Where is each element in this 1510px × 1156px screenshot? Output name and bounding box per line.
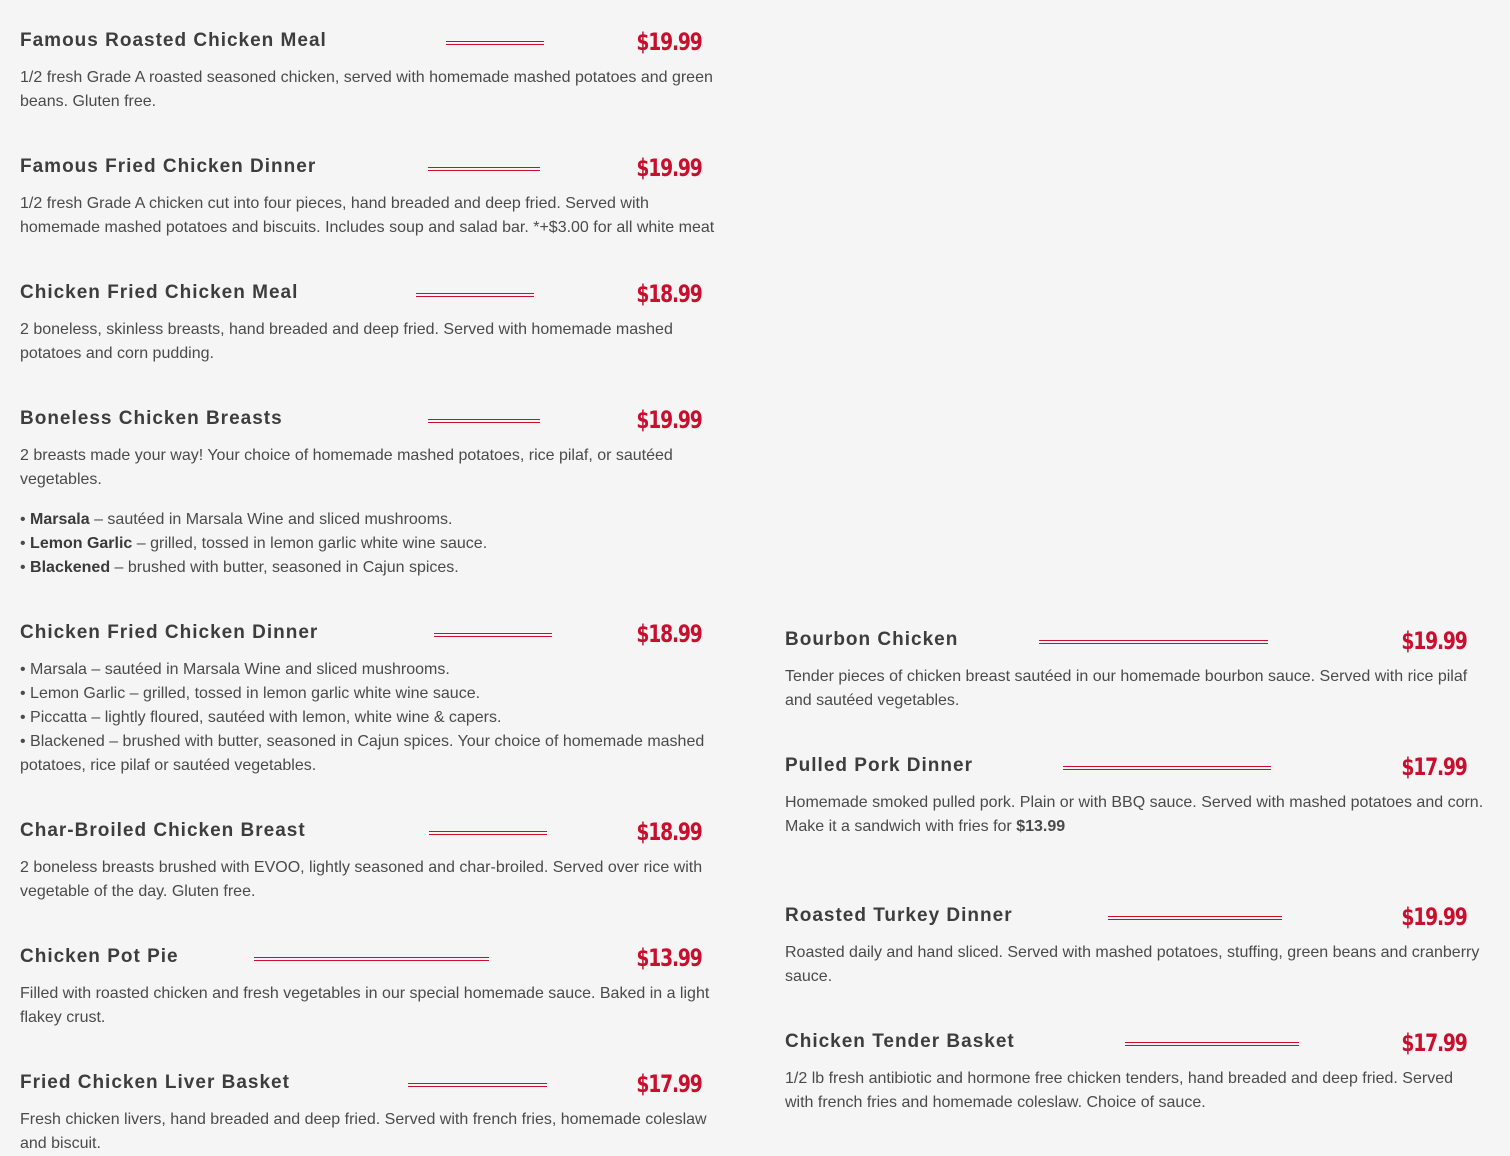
description-text: 1/2 lb fresh antibiotic and hormone free chicken tenders, hand breaded and deep fried. Served with french fries and homemade coleslaw. Choice of sauce. bbox=[785, 1070, 1453, 1111]
sauce-option-detail: – grilled, tossed in lemon garlic white wine sauce. bbox=[132, 535, 488, 552]
menu-item-description bbox=[20, 192, 720, 240]
menu-item-name: Chicken Fried Chicken Meal bbox=[20, 282, 299, 303]
menu-item-name: Bourbon Chicken bbox=[785, 629, 959, 650]
description-line: • Piccatta – lightly floured, sautéed with lemon, white wine & capers. bbox=[20, 709, 502, 726]
description-text: 2 boneless breasts brushed with EVOO, lightly seasoned and char-broiled. Served over rice with vegetable of the day. Gluten free. bbox=[20, 859, 703, 900]
menu-item bbox=[20, 154, 720, 240]
menu-item-price: $18.99 bbox=[636, 620, 702, 648]
menu-item bbox=[785, 753, 1485, 839]
description-text: 2 boneless, skinless breasts, hand breaded and deep fried. Served with homemade mashed potatoes and corn pudding. bbox=[20, 321, 673, 362]
description-text: Fresh chicken livers, hand breaded and deep fried. Served with french fries, homemade coleslaw and biscuit. bbox=[20, 1111, 707, 1152]
description-line: • Lemon Garlic – grilled, tossed in lemon garlic white wine sauce. bbox=[20, 685, 481, 702]
menu-item-price: $13.99 bbox=[636, 944, 702, 972]
divider-rule bbox=[254, 957, 489, 961]
menu-item-header bbox=[785, 903, 1485, 933]
description-text: 1/2 fresh Grade A roasted seasoned chicken, served with homemade mashed potatoes and green beans. Gluten free. bbox=[20, 69, 713, 110]
divider-rule bbox=[429, 831, 547, 835]
sauce-option-detail: – sautéed in Marsala Wine and sliced mushrooms. bbox=[89, 511, 453, 528]
description-text: Tender pieces of chicken breast sautéed in our homemade bourbon sauce. Served with rice pilaf and sautéed vegetables. bbox=[785, 668, 1468, 709]
menu-item-header bbox=[20, 154, 720, 184]
sandwich-upgrade bbox=[785, 815, 1485, 839]
menu-item-description bbox=[785, 791, 1485, 839]
menu-item-price: $17.99 bbox=[1401, 1029, 1467, 1057]
menu-item bbox=[20, 406, 720, 580]
divider-rule bbox=[428, 167, 540, 171]
sandwich-upgrade-price: $13.99 bbox=[1016, 818, 1066, 835]
menu-item-price: $18.99 bbox=[636, 818, 702, 846]
divider-rule bbox=[1125, 1042, 1299, 1046]
description-line: • Blackened – brushed with butter, seasoned in Cajun spices. Your choice of homemade mashed potatoes, rice pilaf or sautéed vegetables. bbox=[20, 733, 705, 774]
description-line: • Marsala – sautéed in Marsala Wine and sliced mushrooms. bbox=[20, 661, 450, 678]
menu-item-header bbox=[20, 280, 720, 310]
sauce-option-name: Lemon Garlic bbox=[30, 535, 133, 552]
menu-item-header bbox=[20, 1070, 720, 1100]
menu-item-header bbox=[20, 28, 720, 58]
menu-item bbox=[785, 903, 1485, 989]
divider-rule bbox=[446, 41, 544, 45]
menu-item bbox=[20, 1070, 720, 1156]
description-text: 1/2 fresh Grade A chicken cut into four pieces, hand breaded and deep fried. Served with homemade mashed potatoes and biscuits. Includes soup and salad bar. *+$3.00 for all white meat bbox=[20, 195, 715, 236]
divider-rule bbox=[1108, 916, 1282, 920]
menu-item-price: $17.99 bbox=[1401, 753, 1467, 781]
menu-item-description bbox=[20, 658, 720, 778]
menu-item-price: $19.99 bbox=[636, 406, 702, 434]
menu-item-name: Fried Chicken Liver Basket bbox=[20, 1072, 290, 1093]
menu-item-description bbox=[785, 1067, 1485, 1115]
sauce-option: • Lemon Garlic – grilled, tossed in lemon garlic white wine sauce. bbox=[20, 535, 488, 552]
menu-item-header bbox=[785, 627, 1485, 657]
menu-item bbox=[20, 28, 720, 114]
menu-item-description bbox=[20, 66, 720, 114]
menu-item bbox=[785, 1029, 1485, 1115]
menu-item-name: Roasted Turkey Dinner bbox=[785, 905, 1013, 926]
sauce-option: • Blackened – brushed with butter, seasoned in Cajun spices. bbox=[20, 559, 459, 576]
description-text: Roasted daily and hand sliced. Served with mashed potatoes, stuffing, green beans and cranberry sauce. bbox=[785, 944, 1480, 985]
menu-item-description bbox=[20, 982, 720, 1030]
divider-rule bbox=[416, 293, 534, 297]
menu-item-header bbox=[20, 818, 720, 848]
sandwich-upgrade-text: Make it a sandwich with fries for bbox=[785, 818, 1017, 835]
menu-item-header bbox=[20, 406, 720, 436]
menu-item-description bbox=[20, 1108, 720, 1156]
divider-rule bbox=[1063, 766, 1271, 770]
menu-item bbox=[785, 627, 1485, 713]
menu-item-header bbox=[20, 944, 720, 974]
menu-item-description bbox=[20, 444, 720, 492]
sauce-option-name: Blackened bbox=[30, 559, 111, 576]
sauce-option-detail: – brushed with butter, seasoned in Cajun spices. bbox=[110, 559, 459, 576]
description-text: Homemade smoked pulled pork. Plain or with BBQ sauce. Served with mashed potatoes and corn. bbox=[785, 794, 1484, 811]
menu-item bbox=[20, 818, 720, 904]
menu-item-price: $19.99 bbox=[636, 154, 702, 182]
menu-item-price: $19.99 bbox=[1401, 903, 1467, 931]
menu-item-description bbox=[20, 318, 720, 366]
description-text: 2 breasts made your way! Your choice of homemade mashed potatoes, rice pilaf, or sautéed vegetables. bbox=[20, 447, 673, 488]
menu-item bbox=[20, 944, 720, 1030]
menu-item-price: $18.99 bbox=[636, 280, 702, 308]
menu-item-name: Chicken Tender Basket bbox=[785, 1031, 1015, 1052]
menu-item-header bbox=[785, 753, 1485, 783]
menu-item-price: $19.99 bbox=[1401, 627, 1467, 655]
menu-item-header bbox=[785, 1029, 1485, 1059]
menu-item-price: $17.99 bbox=[636, 1070, 702, 1098]
menu-item-name: Chicken Pot Pie bbox=[20, 946, 179, 967]
divider-rule bbox=[428, 419, 540, 423]
sauce-options-list bbox=[20, 508, 720, 580]
menu-item-description bbox=[785, 941, 1485, 989]
menu-item-description bbox=[20, 856, 720, 904]
menu-item-name: Pulled Pork Dinner bbox=[785, 755, 973, 776]
menu-item-name: Char-Broiled Chicken Breast bbox=[20, 820, 306, 841]
sauce-option: • Marsala – sautéed in Marsala Wine and sliced mushrooms. bbox=[20, 511, 453, 528]
menu-item-name: Boneless Chicken Breasts bbox=[20, 408, 283, 429]
menu-item bbox=[20, 280, 720, 366]
divider-rule bbox=[408, 1083, 547, 1087]
menu-item-name: Famous Fried Chicken Dinner bbox=[20, 156, 317, 177]
menu-item-description bbox=[785, 665, 1485, 713]
menu-item-name: Famous Roasted Chicken Meal bbox=[20, 30, 327, 51]
menu-item bbox=[20, 620, 720, 778]
sauce-option-name: Marsala bbox=[30, 511, 90, 528]
menu-item-price: $19.99 bbox=[636, 28, 702, 56]
menu-item-name: Chicken Fried Chicken Dinner bbox=[20, 622, 319, 643]
divider-rule bbox=[434, 633, 552, 637]
description-text: Filled with roasted chicken and fresh vegetables in our special homemade sauce. Baked in a light flakey crust. bbox=[20, 985, 710, 1026]
menu-item-header bbox=[20, 620, 720, 650]
divider-rule bbox=[1039, 640, 1268, 644]
